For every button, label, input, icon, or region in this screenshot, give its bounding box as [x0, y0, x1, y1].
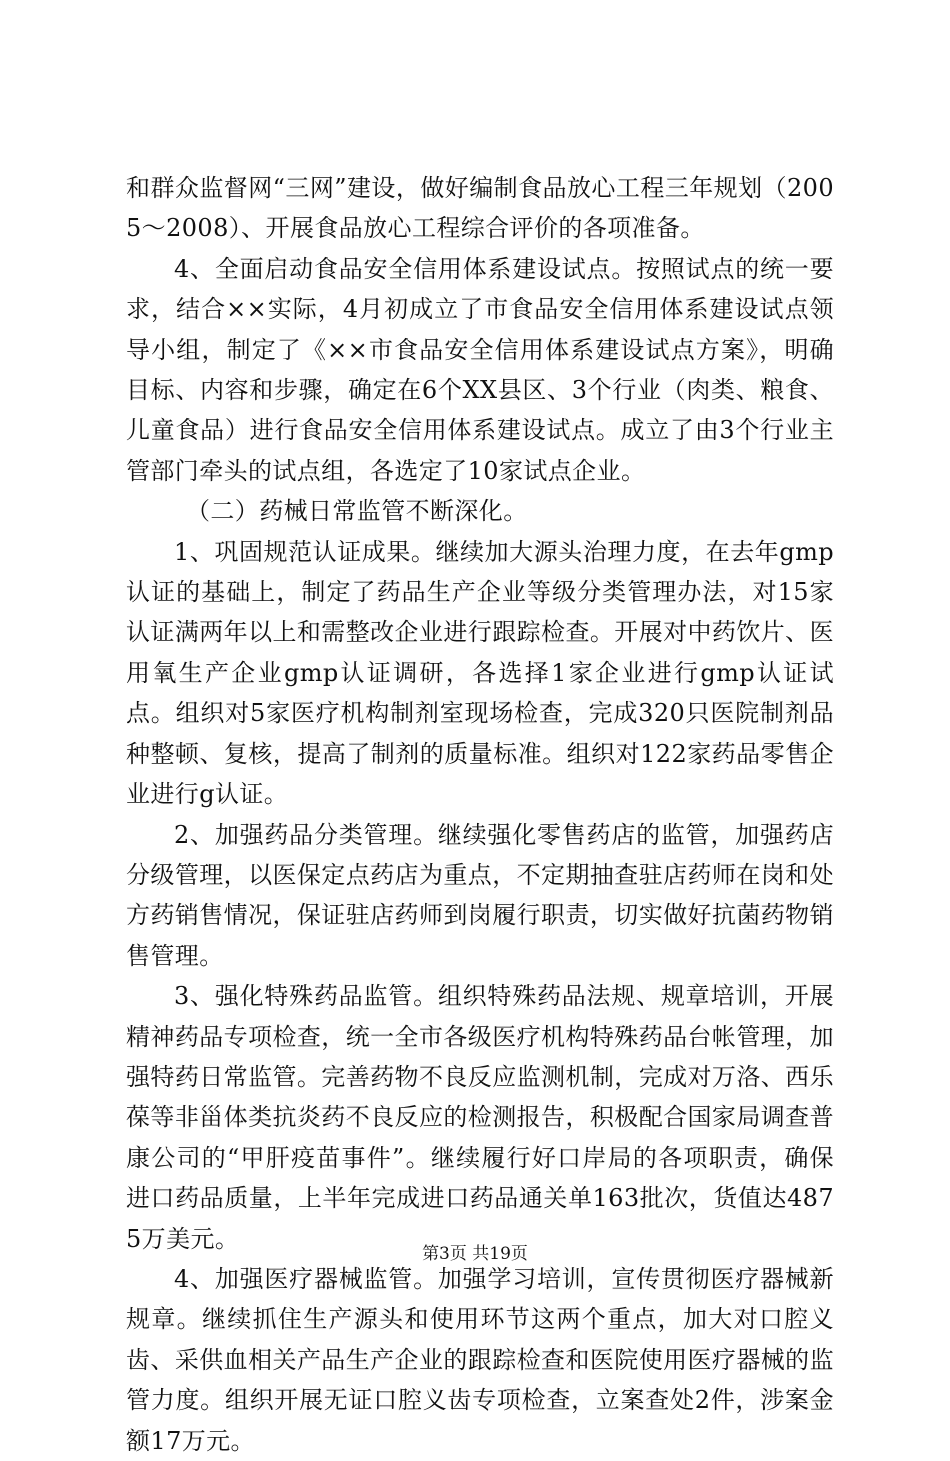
paragraph-continuation: 和群众监督网“三网”建设，做好编制食品放心工程三年规划（2005～2008）、开展食品放心工程综合评价的各项准备。 [126, 174, 834, 243]
paragraph-medical-devices: 4、加强医疗器械监管。加强学习培训，宣传贯彻医疗器械新规章。继续抓住生产源头和使用环节这两个重点，加大对口腔义齿、采供血相关产品生产企业的跟踪检查和医院使用医疗器械的监管力度。组织开展无证口腔义齿专项检查，立案查处2件，涉案金额17万元。 [126, 1264, 834, 1455]
paragraph-certification-results: 1、巩固规范认证成果。继续加大源头治理力度，在去年gmp认证的基础上，制定了药品生产企业等级分类管理办法，对15家认证满两年以上和需整改企业进行跟踪检查。开展对中药饮片、医用氧生产企业gmp认证调研，各选择1家企业进行gmp认证试点。组织对5家医疗机构制剂室现场检查，完成320只医院制剂品种整顿、复核，提高了制剂的质量标准。组织对122家药品零售企业进行g认证。 [126, 537, 834, 809]
paragraph-special-drugs: 3、强化特殊药品监管。组织特殊药品法规、规章培训，开展精神药品专项检查，统一全市各级医疗机构特殊药品台帐管理，加强特药日常监管。完善药物不良反应监测机制，完成对万洛、西乐葆等非甾体类抗炎药不良反应的检测报告，积极配合国家局调查普康公司的“甲肝疫苗事件”。继续履行好口岸局的各项职责，确保进口药品质量，上半年完成进口药品通关单163批次，货值达4875万美元。 [126, 982, 834, 1253]
section-heading-drug-device-supervision: （二）药械日常监管不断深化。 [186, 497, 528, 526]
page-number-footer: 第3页 共19页 [422, 1244, 528, 1264]
document-body [126, 168, 834, 1461]
paragraph-drug-classification: 2、加强药品分类管理。继续强化零售药店的监管，加强药店分级管理，以医保定点药店为重点，不定期抽查驻店药师在岗和处方药销售情况，保证驻店药师到岗履行职责，切实做好抗菌药物销售管理。 [126, 820, 834, 970]
paragraph-credit-system-pilot: 4、全面启动食品安全信用体系建设试点。按照试点的统一要求，结合××实际，4月初成立了市食品安全信用体系建设试点领导小组，制定了《××市食品安全信用体系建设试点方案》，明确目标、内容和步骤，确定在6个XX县区、3个行业（肉类、粮食、儿童食品）进行食品安全信用体系建设试点。成立了由3个行业主管部门牵头的试点组，各选定了10家试点企业。 [126, 254, 834, 485]
